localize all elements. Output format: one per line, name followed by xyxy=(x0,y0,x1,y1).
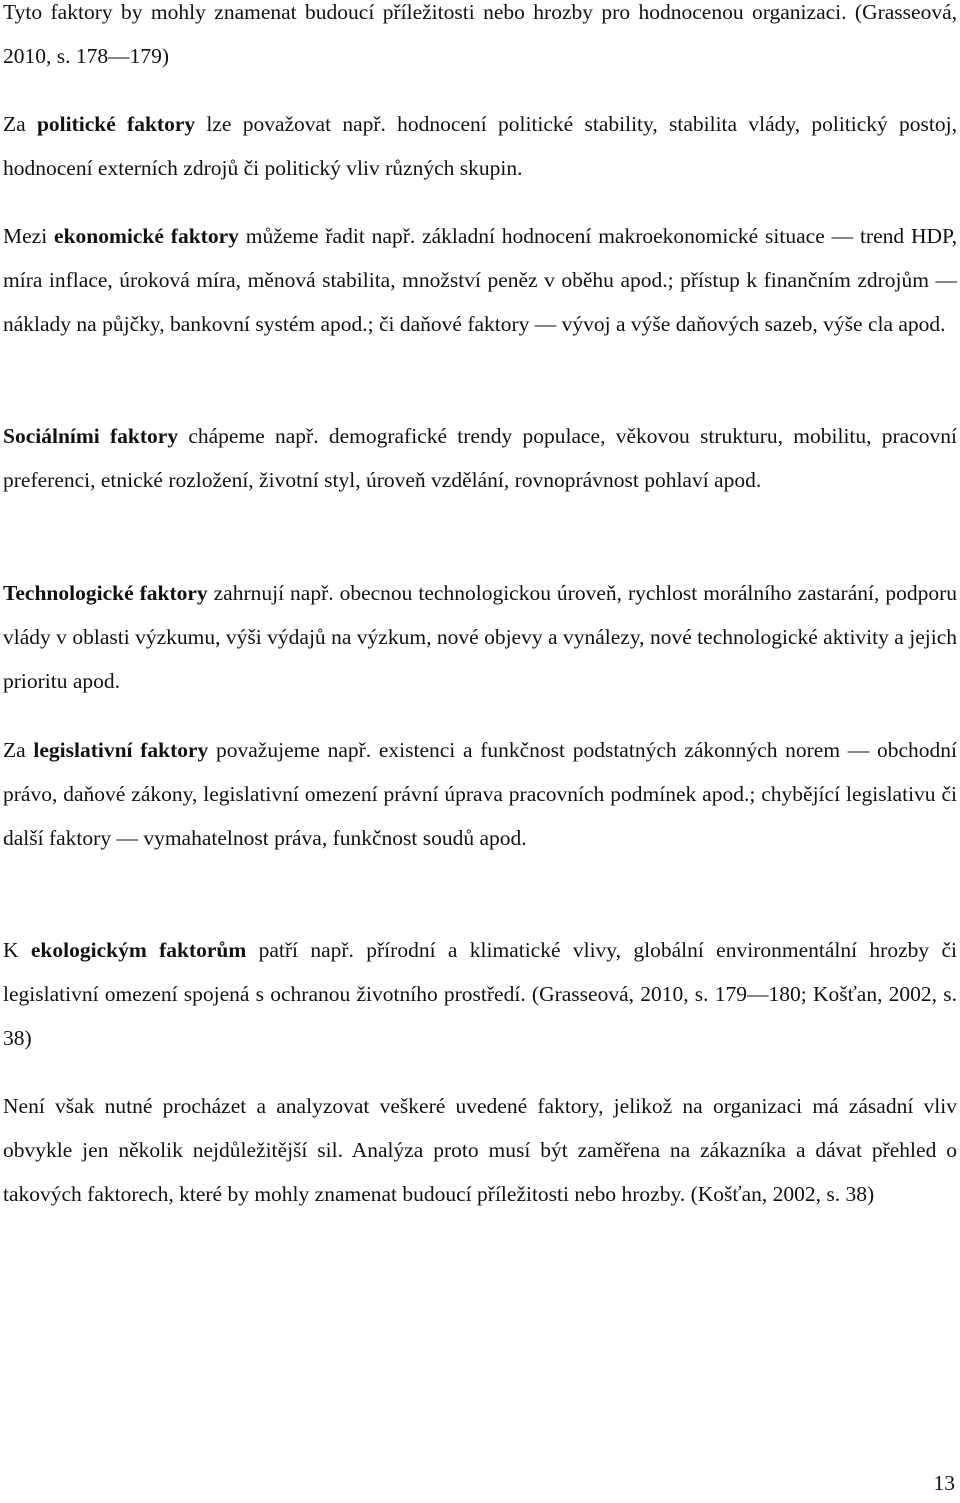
text-segment: Mezi xyxy=(3,224,55,248)
paragraph-economic-factors xyxy=(3,214,957,346)
text-segment: můžeme řadit např. základní hodnocení makroekonomické situace — trend HDP, míra inflace, úroková míra, měnová stabilita, množství peněz v oběhu apod.; přístup k finančním zdrojům — náklady na půjčky, bankovní systém apod.; či daňové faktory — vývoj a výše daňových sazeb, výše cla apod. xyxy=(3,224,957,336)
text-segment: patří např. přírodní a klimatické vlivy, globální environmentální hrozby či legislativní omezení spojená s ochranou životního prostředí. (Grasseová, 2010, s. 179—180; Košťan, 2002, s. 38) xyxy=(3,938,957,1050)
bold-term: Sociálními faktory xyxy=(3,424,179,448)
text-segment: Za xyxy=(3,112,37,136)
paragraph-legislative-factors xyxy=(3,728,957,860)
bold-term: politické faktory xyxy=(36,112,196,136)
bold-term: ekologickým faktorům xyxy=(30,938,247,962)
bold-term: legislativní faktory xyxy=(33,738,209,762)
paragraph-social-factors xyxy=(3,414,957,502)
bold-term: Technologické faktory xyxy=(3,581,208,605)
paragraph-conclusion xyxy=(3,1084,957,1216)
page-number: 13 xyxy=(933,1471,955,1495)
bold-term: ekonomické faktory xyxy=(54,224,239,248)
text-segment: K xyxy=(3,938,31,962)
paragraph-ecological-factors xyxy=(3,928,957,1060)
text-segment: lze považovat např. hodnocení politické stability, stabilita vlády, politický postoj, hodnocení externích zdrojů či politický vliv různých skupin. xyxy=(3,112,957,180)
paragraph-political-factors xyxy=(3,102,957,190)
text-segment: zahrnují např. obecnou technologickou úroveň, rychlost morálního zastarání, podporu vlády v oblasti výzkumu, výši výdajů na výzkum, nové objevy a vynálezy, nové technologické aktivity a jejich prioritu apod. xyxy=(3,581,957,693)
text-segment: Není však nutné procházet a analyzovat veškeré uvedené faktory, jelikož na organizaci má zásadní vliv obvykle jen několik nejdůležitější sil. Analýza proto musí být zaměřena na zákazníka a dávat přehled o takových faktorech, které by mohly znamenat budoucí příležitosti nebo hrozby. (Košťan, 2002, s. 38) xyxy=(3,1094,957,1206)
text-segment: považujeme např. existenci a funkčnost podstatných zákonných norem — obchodní právo, daňové zákony, legislativní omezení právní úprava pracovních podmínek apod.; chybějící legislativu či další faktory — vymahatelnost práva, funkčnost soudů apod. xyxy=(3,738,957,850)
text-segment: Za xyxy=(3,738,34,762)
paragraph-technological-factors xyxy=(3,571,957,703)
paragraph-intro xyxy=(3,0,957,78)
text-segment: Tyto faktory by mohly znamenat budoucí příležitosti nebo hrozby pro hodnocenou organizaci. (Grasseová, 2010, s. 178—179) xyxy=(3,0,957,68)
text-segment: chápeme např. demografické trendy populace, věkovou strukturu, mobilitu, pracovní preferenci, etnické rozložení, životní styl, úroveň vzdělání, rovnoprávnost pohlaví apod. xyxy=(3,424,957,492)
